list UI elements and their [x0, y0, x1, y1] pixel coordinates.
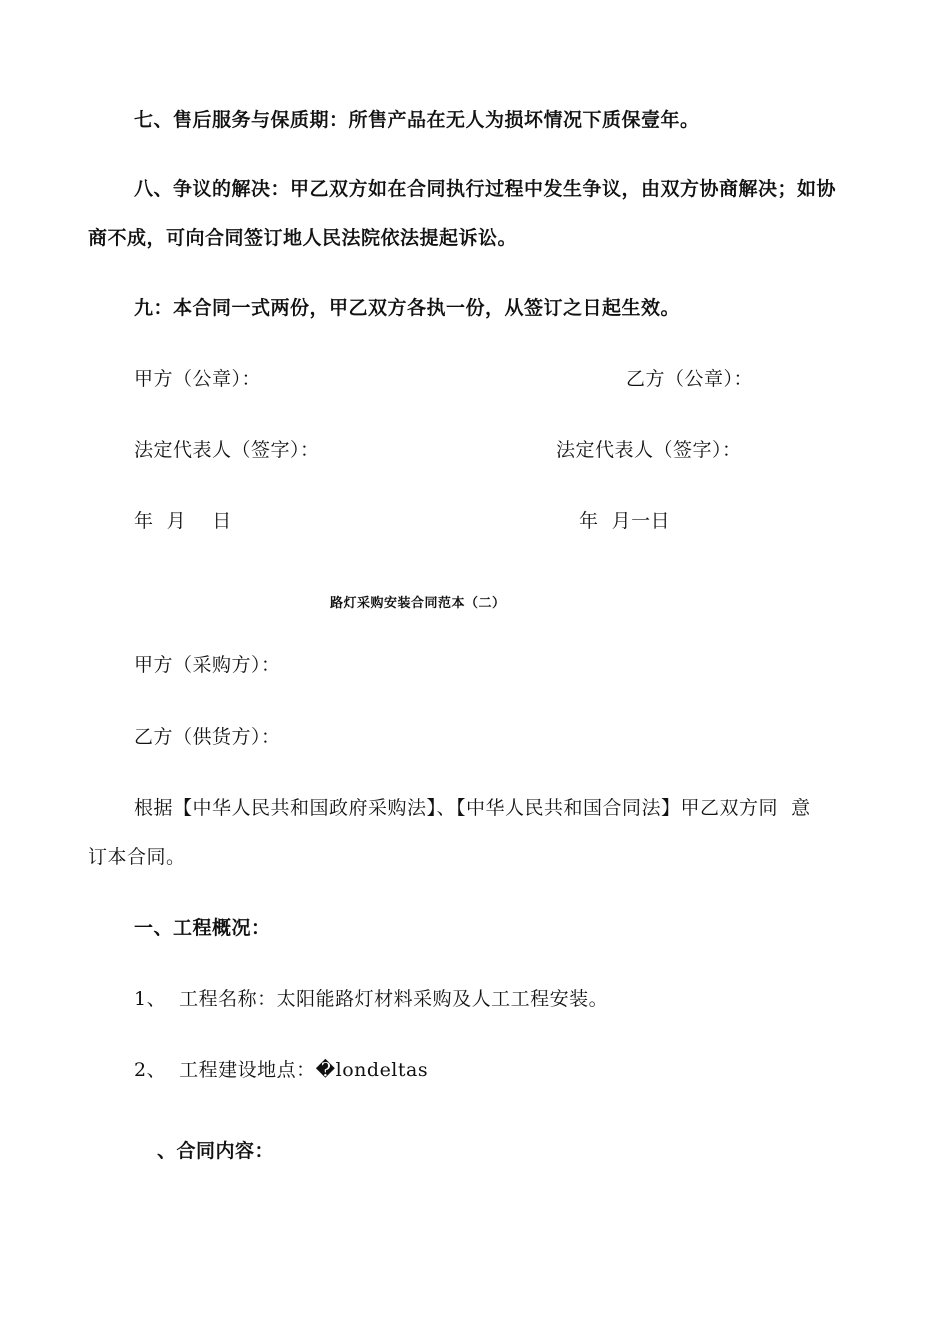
clause-9: 九：本合同一式两份，甲乙双方各执一份，从签订之日起生效。: [134, 297, 681, 319]
section-1-item-1: 1、 工程名称：太阳能路灯材料采购及人工工程安装。: [134, 988, 609, 1010]
section-2-heading: 、合同内容：: [157, 1140, 275, 1162]
contract-2-title: 路灯采购安装合同范本（二）: [330, 596, 506, 611]
party-a-representative: 法定代表人（签字）：: [134, 439, 320, 461]
contract-2-party-b: 乙方（供货方）：: [134, 726, 281, 748]
contract-2-basis-line1: 根据【中华人民共和国政府采购法】、【中华人民共和国合同法】甲乙双方同 意: [134, 797, 811, 819]
clause-7: 七、售后服务与保质期：所售产品在无人为损坏情况下质保壹年。: [134, 109, 700, 131]
section-1-item-2: 2、 工程建设地点：�londeltas: [134, 1059, 429, 1081]
party-b-representative: 法定代表人（签字）：: [556, 439, 742, 461]
party-a-date: 年 月 日: [134, 510, 232, 532]
clause-8-line1: 八、争议的解决：甲乙双方如在合同执行过程中发生争议，由双方协商解决；如协: [134, 178, 837, 200]
section-1-heading: 一、工程概况：: [134, 917, 271, 939]
contract-2-basis-line2: 订本合同。: [88, 846, 186, 868]
contract-2-party-a: 甲方（采购方）：: [134, 654, 281, 676]
party-b-seal: 乙方（公章）：: [626, 368, 754, 390]
party-b-date: 年 月一日: [579, 510, 671, 532]
party-a-seal: 甲方（公章）：: [134, 368, 262, 390]
clause-8-line2: 商不成，可向合同签订地人民法院依法提起诉讼。: [88, 227, 518, 249]
